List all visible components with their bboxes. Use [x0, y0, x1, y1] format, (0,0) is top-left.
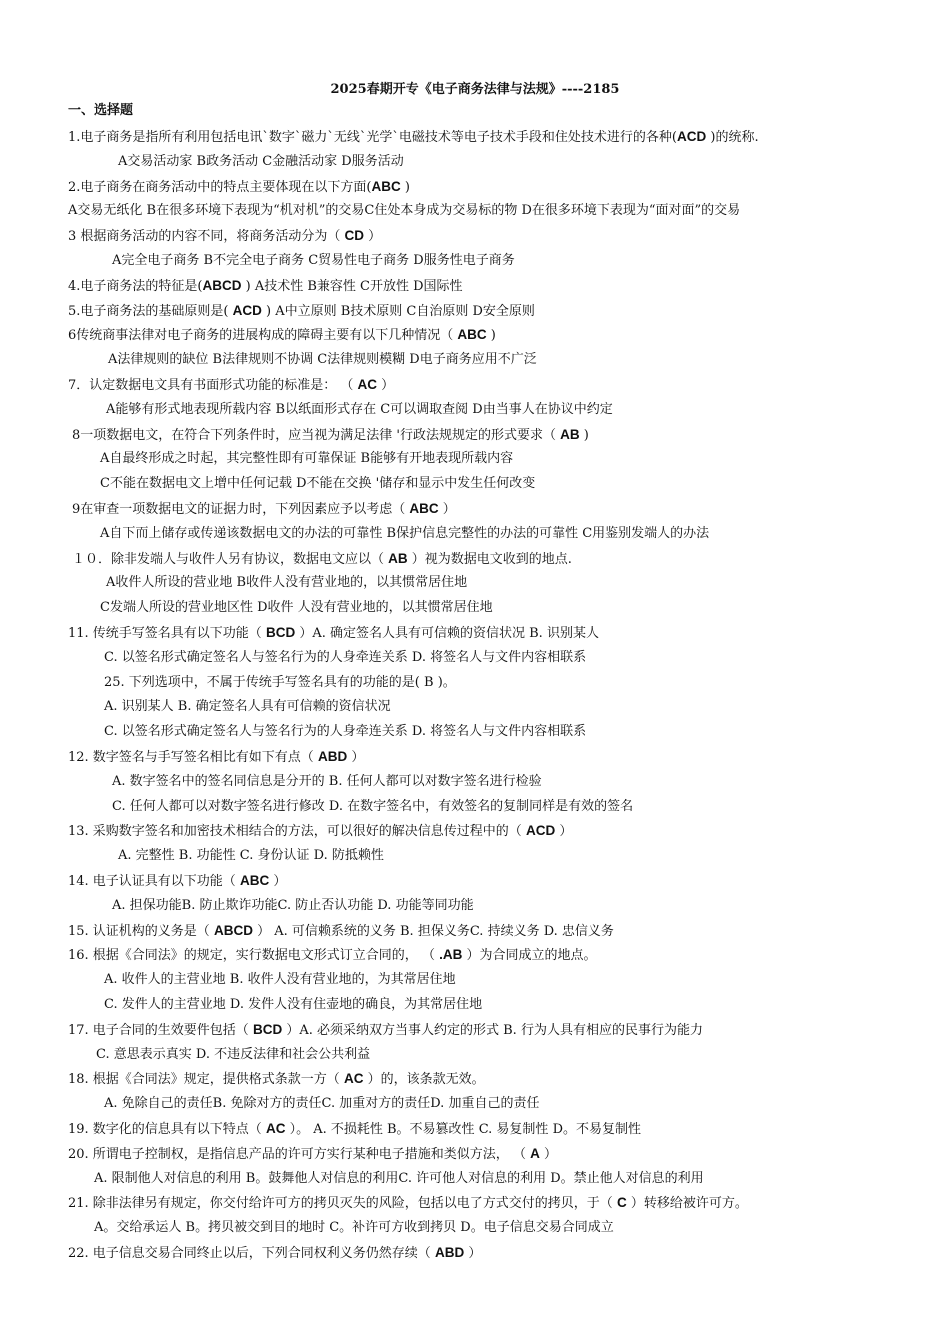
- answer-text: ABD: [434, 1245, 465, 1260]
- line-text: 1.电子商务是指所有利用包括电讯`数字`磁力`无线`光学`电磁技术等电子技术手段和住处技术进行的各种(: [68, 130, 677, 145]
- line-text: ）: [377, 378, 395, 393]
- answer-text: AC: [357, 377, 378, 392]
- line-text: 12. 数字签名与手写签名相比有如下有点（: [68, 750, 318, 765]
- line-text: A. 担保功能B. 防止欺诈功能C. 防止否认功能 D. 功能等同功能: [112, 897, 474, 913]
- line-text: 15. 认证机构的义务是（: [68, 923, 214, 939]
- question-line: [68, 1194, 748, 1213]
- line-text: ）: [555, 824, 573, 840]
- question-line: [68, 178, 410, 197]
- line-text: C. 意思表示真实 D. 不违反法律和社会公共利益: [96, 1046, 371, 1062]
- answer-text: CD: [344, 228, 365, 244]
- line-text: 6传统商事法律对电子商务的进展构成的障碍主要有以下几种情况（: [68, 328, 458, 344]
- line-text: A法律规则的缺位 B法律规则不协调 C法律规则模糊 D电子商务应用不广泛: [108, 352, 537, 368]
- question-line: [72, 500, 456, 519]
- answer-text: ACD: [525, 823, 556, 839]
- answer-text: ACD: [676, 129, 707, 144]
- question-line: [112, 252, 515, 270]
- answer-text: ABC: [457, 327, 487, 343]
- line-text: ): [400, 179, 410, 195]
- line-text: ）A. 必须采纳双方当事人约定的形式 B. 行为人具有相应的民事行为能力: [282, 1022, 703, 1038]
- question-line: [94, 1170, 704, 1188]
- line-text: 4.电子商务法的特征是(: [68, 278, 203, 294]
- answer-text: BCD: [265, 625, 296, 640]
- line-text: 21. 除非法律另有规定，你交付给许可方的拷贝灭失的风险，包括以电了方式交付的拷贝，于（: [68, 1196, 617, 1212]
- question-line: [68, 302, 535, 321]
- line-text: 5.电子商务法的基础原则是(: [68, 303, 233, 319]
- line-text: A自下而上储存或传递该数据电文的办法的可靠性 B保护信息完整性的办法的可靠性 C用鉴别发端人的办法: [100, 525, 710, 541]
- line-text: ）: [347, 750, 365, 765]
- line-text: 14. 电子认证具有以下功能（: [68, 874, 240, 889]
- question-line: [68, 922, 614, 941]
- line-text: ）: [364, 229, 382, 245]
- question-line: [68, 1120, 641, 1139]
- answer-text: A: [530, 1145, 540, 1161]
- question-line: [106, 401, 613, 419]
- question-line: [108, 351, 537, 369]
- question-line: [94, 1219, 614, 1237]
- line-text: ） A. 可信赖系统的义务 B. 担保义务C. 持续义务 D. 忠信义务: [252, 923, 614, 939]
- line-text: 8一项数据电文，在符合下列条件时，应当视为满足法律 '行政法规规定的形式要求（: [72, 427, 561, 443]
- question-line: [68, 128, 759, 147]
- line-text: A完全电子商务 B不完全电子商务 C贸易性电子商务 D服务性电子商务: [112, 253, 515, 268]
- line-text: 13. 采购数字签名和加密技术相结合的方法，可以很好的解决信息传过程中的（: [68, 824, 526, 840]
- line-text: 19. 数字化的信息具有以下特点（: [68, 1122, 266, 1137]
- question-line: [68, 376, 394, 395]
- line-text: 11. 传统手写签名具有以下功能（: [68, 626, 266, 641]
- answer-text: ABD: [317, 749, 348, 764]
- answer-text: AB: [388, 550, 408, 566]
- question-line: [68, 1021, 703, 1040]
- line-text: ）: [438, 502, 456, 517]
- question-line: [68, 872, 286, 891]
- question-line: [68, 748, 364, 767]
- question-line: [104, 723, 586, 741]
- line-text: ）转移给被许可方。: [626, 1196, 748, 1212]
- question-line: [104, 649, 586, 667]
- line-text: A. 限制他人对信息的利用 B。鼓舞他人对信息的利用C. 许可他人对信息的利用 D。禁止他人对信息的利用: [94, 1170, 704, 1186]
- question-line: [104, 1095, 539, 1113]
- line-text: C. 任何人都可以对数字签名进行修改 D. 在数字签名中，有效签名的复制同样是有效的签名: [112, 798, 634, 814]
- line-text: A. 免除自己的责任B. 免除对方的责任C. 加重对方的责任D. 加重自己的责任: [104, 1096, 540, 1112]
- line-text: C发端人所设的营业地区性 D收件 人没有营业地的，以其惯常居住地: [100, 600, 493, 616]
- question-line: [68, 202, 740, 220]
- question-line: [100, 599, 493, 617]
- document-title: 2025春期开专《电子商务法律与法规》----2185: [330, 82, 620, 97]
- line-text: ）的，该条款无效。: [363, 1072, 485, 1088]
- line-text: A能够有形式地表现所载内容 B以纸面形式存在 C可以调取查阅 D由当事人在协议中约定: [106, 401, 613, 417]
- answer-text: C: [616, 1195, 627, 1211]
- line-text: ）为合同成立的地点。: [462, 948, 597, 964]
- line-text: ) A技术性 B兼容性 C开放性 D国际性: [241, 278, 463, 294]
- question-line: [68, 822, 572, 841]
- answer-text: ABCD: [202, 277, 242, 293]
- question-line: [118, 847, 384, 865]
- answer-text: ABC: [371, 178, 401, 194]
- line-text: C. 以签名形式确定签名人与签名行为的人身牵连关系 D. 将签名人与文件内容相联系: [104, 724, 587, 740]
- answer-text: AC: [343, 1071, 364, 1087]
- line-text: 20. 所谓电子控制权，是指信息产品的许可方实行某种电子措施和类似方法， （: [68, 1146, 531, 1162]
- line-text: 7．认定数据电文具有书面形式功能的标准是： （: [68, 378, 358, 393]
- line-text: 18. 根据《合同法》规定，提供格式条款一方（: [68, 1072, 344, 1088]
- line-text: A收件人所设的营业地 B收件人没有营业地的，以其惯常居住地: [106, 575, 468, 591]
- question-line: [112, 773, 542, 791]
- question-line: [68, 326, 496, 345]
- question-line: [118, 153, 404, 171]
- line-text: 2.电子商务在商务活动中的特点主要体现在以下方面(: [68, 179, 372, 195]
- line-text: 16. 根据《合同法》的规定，实行数据电文形式订立合同的， （: [68, 948, 440, 964]
- line-text: 25. 下列选项中，不属于传统手写签名具有的功能的是( B )。: [104, 674, 456, 690]
- line-text: 9在审查一项数据电文的证据力时，下列因素应予以考虑（: [72, 502, 410, 517]
- answer-text: ABC: [239, 873, 270, 888]
- line-text: ): [579, 427, 589, 443]
- line-text: A交易无纸化 B在很多环境下表现为“机对机”的交易C住处本身成为交易标的物 D在很多环境下表现为“面对面”的交易: [68, 203, 741, 219]
- question-line: [68, 624, 599, 643]
- line-text: ）: [539, 1146, 557, 1162]
- line-text: ）: [464, 1246, 482, 1261]
- question-line: [68, 1145, 557, 1164]
- line-text: ) A中立原则 B技术原则 C自治原则 D安全原则: [261, 303, 535, 319]
- question-line: [104, 698, 391, 716]
- answer-text: ABCD: [213, 922, 253, 938]
- line-text: ): [486, 328, 496, 344]
- question-line: [112, 798, 633, 816]
- question-line: [96, 1046, 370, 1064]
- line-text: C不能在数据电文上增中任何记载 D不能在交换 '储存和显示中发生任何改变: [100, 476, 536, 492]
- line-text: １０．除非发端人与收件人另有协议，数据电文应以（: [72, 551, 389, 567]
- line-text: C. 以签名形式确定签名人与签名行为的人身牵连关系 D. 将签名人与文件内容相联系: [104, 649, 587, 665]
- line-text: A。交给承运人 B。拷贝被交到目的地时 C。补许可方收到拷贝 D。电子信息交易合同成立: [94, 1220, 614, 1236]
- answer-text: ACD: [232, 302, 262, 318]
- question-line: [68, 227, 381, 246]
- line-text: )的统称.: [706, 130, 759, 145]
- section-heading: 一、选择题: [68, 103, 134, 118]
- answer-text: .AB: [439, 947, 463, 963]
- line-text: 17. 电子合同的生效要件包括（: [68, 1022, 253, 1038]
- question-line: [106, 574, 467, 592]
- question-line: [104, 674, 456, 692]
- question-line: [68, 277, 463, 296]
- answer-text: ABC: [409, 501, 439, 516]
- line-text: A. 识别某人 B. 确定签名人具有可信赖的资信状况: [104, 699, 391, 715]
- line-text: 22. 电子信息交易合同终止以后，下列合同权利义务仍然存续（: [68, 1246, 435, 1261]
- line-text: A. 数字签名中的签名同信息是分开的 B. 任何人都可以对数字签名进行检验: [112, 773, 542, 789]
- answer-text: AC: [265, 1121, 286, 1136]
- question-line: [68, 1070, 485, 1089]
- question-line: [68, 946, 596, 965]
- line-text: ）: [269, 874, 287, 889]
- question-line: [68, 1244, 481, 1263]
- question-line: [104, 971, 456, 989]
- line-text: ）A. 确定签名人具有可信赖的资信状况 B. 识别某人: [295, 626, 599, 641]
- line-text: ）。 A. 不损耗性 B。不易篡改性 C. 易复制性 D。不易复制性: [285, 1122, 641, 1137]
- answer-text: BCD: [252, 1021, 283, 1037]
- question-line: [112, 897, 474, 915]
- question-line: [72, 550, 572, 569]
- line-text: A交易活动家 B政务活动 C金融活动家 D服务活动: [118, 153, 404, 169]
- line-text: C. 发件人的主营业地 D. 发件人没有住壶地的确良，为其常居住地: [104, 997, 483, 1012]
- question-line: [72, 426, 589, 445]
- question-line: [104, 996, 482, 1014]
- question-line: [100, 450, 513, 468]
- line-text: A. 完整性 B. 功能性 C. 身份认证 D. 防抵赖性: [118, 848, 384, 864]
- question-line: [100, 475, 535, 493]
- line-text: 3 根据商务活动的内容不同，将商务活动分为（: [68, 229, 345, 245]
- line-text: A自最终形成之时起，其完整性即有可靠保证 B能够有开地表现所载内容: [100, 451, 514, 467]
- line-text: ）视为数据电文收到的地点.: [407, 551, 572, 567]
- line-text: A. 收件人的主营业地 B. 收件人没有营业地的，为其常居住地: [104, 972, 456, 988]
- answer-text: AB: [560, 426, 580, 442]
- question-line: [100, 525, 709, 543]
